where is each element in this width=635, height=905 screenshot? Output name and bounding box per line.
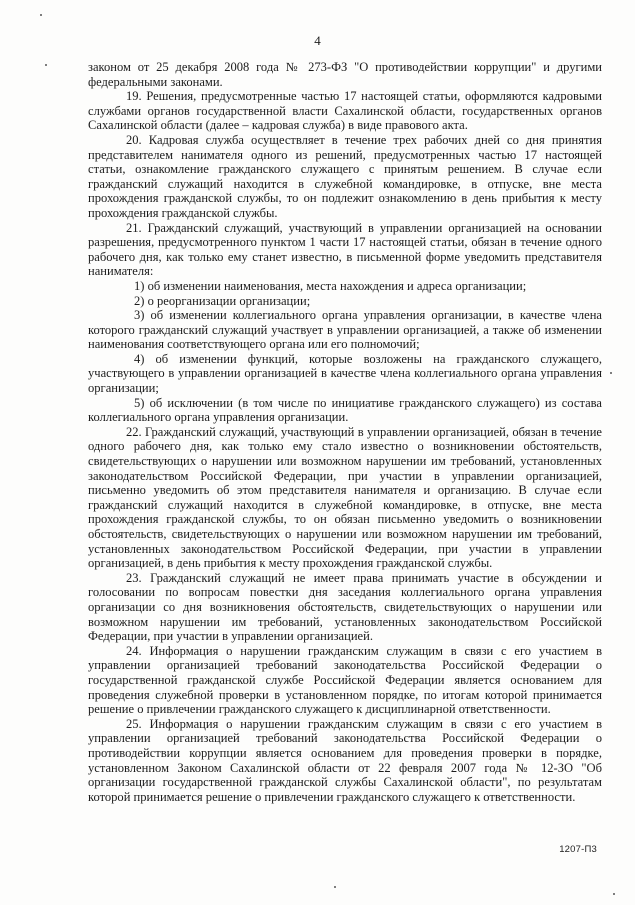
list-item-1: 1) об изменении наименования, места нахождения и адреса организации; bbox=[134, 278, 527, 293]
paragraph-24: 24. Информация о нарушении гражданским служащим в связи с его участием в управлении организацией требований законодательства Российской Федерации о государственной гражданской службе Российской Федерации является основанием для проведения служебной проверки в установленном порядке, по итогам которой принимается решение о привлечении гражданского служащего к дисциплинарной ответственности. bbox=[88, 643, 602, 717]
scan-speck bbox=[40, 14, 42, 16]
list-item-3: 3) об изменении коллегиального органа управления организации, в качестве члена которого гражданский служащий участвует в управлении организацией, а также об изменении наименования соответствующего органа или его полномочий; bbox=[88, 308, 602, 352]
paragraph-25: 25. Информация о нарушении гражданским служащим в связи с его участием в управлении организацией требований законодательства Российской Федерации о противодействии коррупции является основанием для проведения проверки в порядке, установленном Законом Сахалинской области от 22 февраля 2007 года № 12-ЗО "Об организации государственной гражданской службы Сахалинской области", по результатам которой принимается решение о привлечении гражданского служащего к ответственности. bbox=[88, 716, 602, 804]
paragraph-21: 21. Гражданский служащий, участвующий в управлении организацией на основании разрешения, предусмотренного пунктом 1 части 17 настоящей статьи, обязан в течение одного рабочего дня, как только ему станет известно, в письменной форме уведомить представителя нанимателя: bbox=[88, 220, 602, 279]
paragraph-20: 20. Кадровая служба осуществляет в течение трех рабочих дней со дня принятия представителем нанимателя одного из решений, предусмотренных частью 17 настоящей статьи, ознакомление гражданского служащего с принятым решением. В случае если гражданский служащий находится в служебной командировке, в отпуске, вне места прохождения гражданской службы, то он подлежит ознакомлению в день прибытия к месту прохождения гражданской службы. bbox=[88, 132, 602, 220]
document-body bbox=[88, 60, 602, 804]
paragraph-19: 19. Решения, предусмотренные частью 17 настоящей статьи, оформляются кадровыми службами органов государственной власти Сахалинской области, государственных органов Сахалинской области (далее – кадровая служба) в виде правового акта. bbox=[88, 89, 602, 133]
list-item-5: 5) об исключении (в том числе по инициативе гражданского служащего) из состава коллегиального органа управления организации. bbox=[88, 395, 602, 425]
document-code: 1207-П3 bbox=[559, 844, 597, 855]
list-item-2: 2) о реорганизации организации; bbox=[134, 293, 311, 308]
scan-speck bbox=[610, 372, 612, 374]
scan-speck bbox=[45, 64, 47, 66]
scan-speck bbox=[613, 893, 615, 895]
paragraph-23: 23. Гражданский служащий не имеет права принимать участие в обсуждении и голосовании по вопросам повестки дня заседания коллегиального органа управления организации со дня возникновения обстоятельств, свидетельствующих о нарушении или возможном нарушении им требований, установленных законодательством Российской Федерации, при участии в управлении организацией. bbox=[88, 570, 602, 644]
page-number: 4 bbox=[314, 33, 321, 48]
paragraph-continuation: законом от 25 декабря 2008 года № 273-ФЗ "О противодействии коррупции" и другими федеральными законами. bbox=[88, 60, 602, 89]
scan-speck bbox=[334, 886, 336, 888]
paragraph-22: 22. Гражданский служащий, участвующий в управлении организацией, обязан в течение одного рабочего дня, как только ему стало известно о возникновении обстоятельств, свидетельствующих о нарушении или возможном нарушении им требований, установленных законодательством Российской Федерации, при участии в управлении организацией, письменно уведомить об этом представителя нанимателя и организацию. В случае если гражданский служащий находится в служебной командировке, в отпуске, вне места прохождения гражданской службы, то он обязан письменно уведомить о возникновении обстоятельств, свидетельствующих о нарушении или возможном нарушении им требований, установленных законодательством Российской Федерации, при участии в управлении организацией, в день прибытия к месту прохождения гражданской службы. bbox=[88, 424, 602, 571]
list-item-4: 4) об изменении функций, которые возложены на гражданского служащего, участвующего в управлении организацией в качестве члена коллегиального органа управления организации; bbox=[88, 351, 602, 396]
